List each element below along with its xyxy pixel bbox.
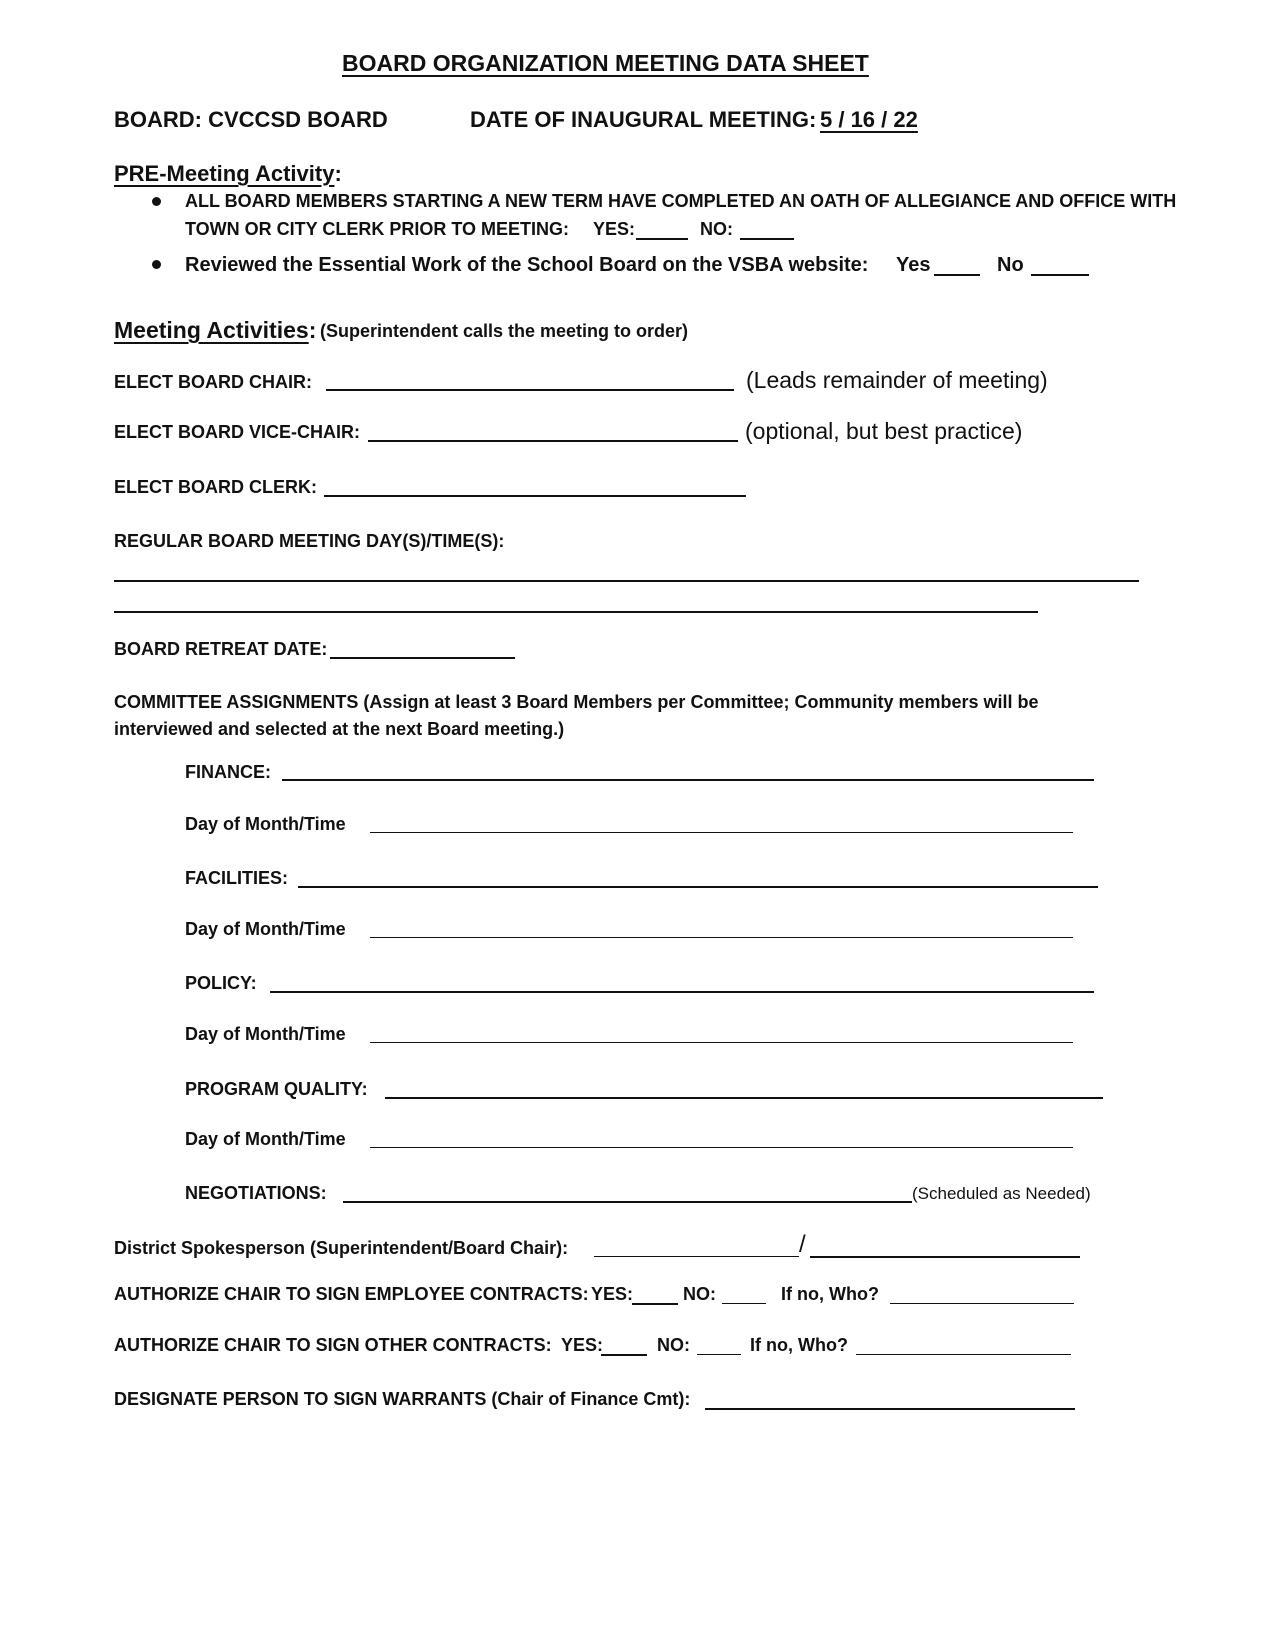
oath-no-field[interactable] <box>740 238 794 240</box>
oath-item-line2: TOWN OR CITY CLERK PRIOR TO MEETING: <box>185 219 570 239</box>
policy-field[interactable] <box>270 991 1094 993</box>
spokesperson-superintendent-field[interactable] <box>594 1256 799 1257</box>
spokesperson-slash: / <box>799 1231 806 1258</box>
policy-day-time-label: Day of Month/Time <box>185 1024 346 1044</box>
inaugural-date-label: DATE OF INAUGURAL MEETING: <box>470 107 817 132</box>
vsba-yes-field[interactable] <box>934 274 980 276</box>
spokesperson-label: District Spokesperson (Superintendent/Board Chair): <box>114 1238 569 1258</box>
regular-meeting-label: REGULAR BOARD MEETING DAY(S)/TIME(S): <box>114 531 505 551</box>
meeting-activities-sub: (Superintendent calls the meeting to order) <box>320 321 689 341</box>
employee-contracts-yes-field[interactable] <box>632 1303 678 1305</box>
facilities-day-time-field[interactable] <box>370 937 1073 938</box>
oath-yes-label: YES: <box>593 219 636 239</box>
program-quality-field[interactable] <box>385 1097 1103 1099</box>
committee-intro-line2: interviewed and selected at the next Board meeting.) <box>114 719 565 739</box>
other-contracts-no-label: NO: <box>657 1335 690 1355</box>
policy-day-time-field[interactable] <box>370 1042 1073 1043</box>
facilities-day-time-label: Day of Month/Time <box>185 919 346 939</box>
chair-note: (Leads remainder of meeting) <box>746 367 1048 393</box>
employee-contracts-label: AUTHORIZE CHAIR TO SIGN EMPLOYEE CONTRACTS: <box>114 1284 589 1304</box>
finance-label: FINANCE: <box>185 762 271 782</box>
program-quality-day-time-field[interactable] <box>370 1147 1073 1148</box>
finance-day-time-field[interactable] <box>370 832 1073 833</box>
clerk-label: ELECT BOARD CLERK: <box>114 477 317 497</box>
vice-chair-label: ELECT BOARD VICE-CHAIR: <box>114 422 360 442</box>
vsba-review-item: Reviewed the Essential Work of the School Board on the VSBA website: <box>185 254 869 276</box>
facilities-label: FACILITIES: <box>185 868 288 888</box>
vsba-yes-label: Yes <box>896 254 931 276</box>
finance-day-time-label: Day of Month/Time <box>185 814 346 834</box>
other-contracts-who-field[interactable] <box>856 1354 1071 1355</box>
pre-meeting-heading: PRE-Meeting Activity: <box>114 161 342 186</box>
negotiations-field[interactable] <box>343 1201 912 1203</box>
regular-meeting-field-2[interactable] <box>114 611 1038 613</box>
retreat-label: BOARD RETREAT DATE: <box>114 639 328 659</box>
other-contracts-label: AUTHORIZE CHAIR TO SIGN OTHER CONTRACTS: <box>114 1335 552 1355</box>
vice-chair-note: (optional, but best practice) <box>745 418 1023 444</box>
other-contracts-who-label: If no, Who? <box>750 1335 848 1355</box>
employee-contracts-who-field[interactable] <box>890 1303 1074 1304</box>
retreat-field[interactable] <box>330 657 515 659</box>
vsba-no-label: No <box>997 254 1024 276</box>
committee-intro-line1: COMMITTEE ASSIGNMENTS (Assign at least 3 Board Members per Committee; Community members will be <box>114 692 1039 712</box>
employee-contracts-no-label: NO: <box>683 1284 716 1304</box>
chair-field[interactable] <box>326 389 734 391</box>
oath-no-label: NO: <box>700 219 733 239</box>
policy-label: POLICY: <box>185 973 257 993</box>
employee-contracts-no-field[interactable] <box>722 1303 766 1304</box>
warrants-label: DESIGNATE PERSON TO SIGN WARRANTS (Chair of Finance Cmt): <box>114 1389 691 1409</box>
board-name: BOARD: CVCCSD BOARD <box>114 107 388 132</box>
spokesperson-chair-field[interactable] <box>810 1256 1080 1258</box>
bullet-icon <box>152 197 161 206</box>
other-contracts-yes-label: YES: <box>561 1335 604 1355</box>
program-quality-day-time-label: Day of Month/Time <box>185 1129 346 1149</box>
vsba-no-field[interactable] <box>1031 274 1089 276</box>
warrants-field[interactable] <box>705 1408 1075 1410</box>
employee-contracts-who-label: If no, Who? <box>781 1284 879 1304</box>
bullet-icon <box>152 260 161 269</box>
other-contracts-no-field[interactable] <box>697 1354 741 1355</box>
vice-chair-field[interactable] <box>368 440 738 442</box>
program-quality-label: PROGRAM QUALITY: <box>185 1079 368 1099</box>
oath-yes-field[interactable] <box>636 238 688 240</box>
inaugural-date-value: 5 / 16 / 22 <box>820 107 918 132</box>
meeting-activities-heading: Meeting Activities: <box>114 317 317 343</box>
employee-contracts-yes-label: YES: <box>591 1284 634 1304</box>
finance-field[interactable] <box>282 779 1094 781</box>
other-contracts-yes-field[interactable] <box>601 1354 647 1356</box>
facilities-field[interactable] <box>298 886 1098 888</box>
negotiations-label: NEGOTIATIONS: <box>185 1183 327 1203</box>
clerk-field[interactable] <box>324 495 746 497</box>
negotiations-note: (Scheduled as Needed) <box>912 1184 1091 1203</box>
oath-item-line1: ALL BOARD MEMBERS STARTING A NEW TERM HAVE COMPLETED AN OATH OF ALLEGIANCE AND OFFICE WITH <box>185 191 1177 211</box>
page-title: BOARD ORGANIZATION MEETING DATA SHEET <box>342 50 869 76</box>
regular-meeting-field-1[interactable] <box>114 580 1139 582</box>
chair-label: ELECT BOARD CHAIR: <box>114 372 312 392</box>
